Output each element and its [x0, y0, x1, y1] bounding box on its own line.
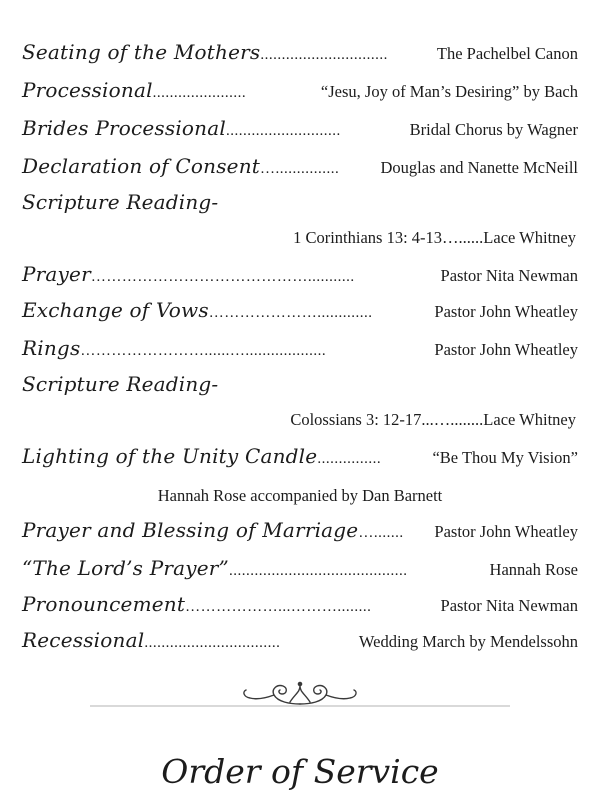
program-line-rings: [22, 336, 578, 360]
program-detail: Douglas and Nanette McNeill: [380, 158, 578, 177]
program-line-processional: [22, 78, 578, 102]
program-item: Exchange of Vows: [22, 298, 209, 322]
leader-dots: ………………….............: [208, 305, 373, 321]
leader-dots: ……………………......…...................: [80, 343, 327, 359]
leader-dots: ..........................................: [228, 563, 408, 579]
program-item: Rings: [22, 336, 81, 360]
program-item: Brides Processional: [22, 116, 226, 140]
program-item: Seating of the Mothers: [22, 40, 261, 64]
reader-name: Lace Whitney: [483, 228, 576, 247]
program-line-lords-prayer: [22, 556, 578, 580]
program-item: Pronouncement: [22, 592, 186, 616]
program-item: Lighting of the Unity Candle: [22, 444, 318, 468]
program-detail: The Pachelbel Canon: [436, 44, 578, 63]
program-detail: “Be Thou My Vision”: [432, 448, 578, 467]
leader-dots: ...…........: [421, 410, 484, 429]
program-line-scripture-1: [22, 190, 578, 214]
program-detail: Wedding March by Mendelssohn: [358, 632, 578, 651]
program-detail: “Jesu, Joy of Man’s Desiring” by Bach: [320, 82, 578, 101]
program-detail: Pastor John Wheatley: [434, 340, 578, 359]
program-line-brides: [22, 116, 578, 140]
reading-line-2: [290, 410, 576, 430]
reader-name: Lace Whitney: [483, 410, 576, 429]
program-detail: Pastor John Wheatley: [434, 302, 578, 321]
program-item: Prayer and Blessing of Marriage: [22, 518, 359, 542]
leader-dots: ………………...………........: [185, 599, 372, 615]
leader-dots: …......: [442, 228, 484, 247]
leader-dots: ..............................: [260, 47, 388, 63]
program-line-prayer: [22, 262, 578, 286]
program-item: Prayer: [22, 262, 91, 286]
scroll-flourish-icon: [90, 680, 510, 710]
leader-dots: ................................: [144, 635, 281, 651]
program-detail: Pastor John Wheatley: [434, 522, 578, 541]
program-line-pronouncement: [22, 592, 578, 616]
program-item: Scripture Reading-: [22, 190, 219, 214]
program-line-blessing: [22, 518, 578, 542]
leader-dots: ….......: [358, 525, 404, 541]
program-item: Recessional: [22, 628, 145, 652]
program-detail: Bridal Chorus by Wagner: [409, 120, 578, 139]
program-line-vows: [22, 298, 578, 322]
program-item: Processional: [22, 78, 153, 102]
leader-dots: …...............: [260, 161, 340, 177]
reading-line-1: [293, 228, 576, 248]
program-line-declaration: [22, 154, 578, 178]
leader-dots: ...........................: [225, 123, 341, 139]
program-line-recessional: [22, 628, 578, 652]
leader-dots: ......................: [152, 85, 247, 101]
program-line-candle: [22, 444, 578, 468]
program-item: “The Lord’s Prayer”: [22, 556, 229, 580]
scripture-reference: 1 Corinthians 13: 4-13: [293, 228, 443, 247]
accompaniment-line: Hannah Rose accompanied by Dan Barnett: [157, 486, 443, 505]
leader-dots: ……………………………………...........: [90, 269, 355, 285]
program-line-seating: [22, 40, 578, 64]
scripture-reference: Colossians 3: 12-17: [290, 410, 422, 429]
program-detail: Pastor Nita Newman: [440, 596, 578, 615]
program-detail: Hannah Rose: [489, 560, 578, 579]
program-line-scripture-2: [22, 372, 578, 396]
page-title: Order of Service: [161, 752, 439, 791]
program-item: Scripture Reading-: [22, 372, 219, 396]
program-detail: Pastor Nita Newman: [440, 266, 578, 285]
leader-dots: ...............: [317, 451, 382, 467]
program-item: Declaration of Consent: [22, 154, 261, 178]
